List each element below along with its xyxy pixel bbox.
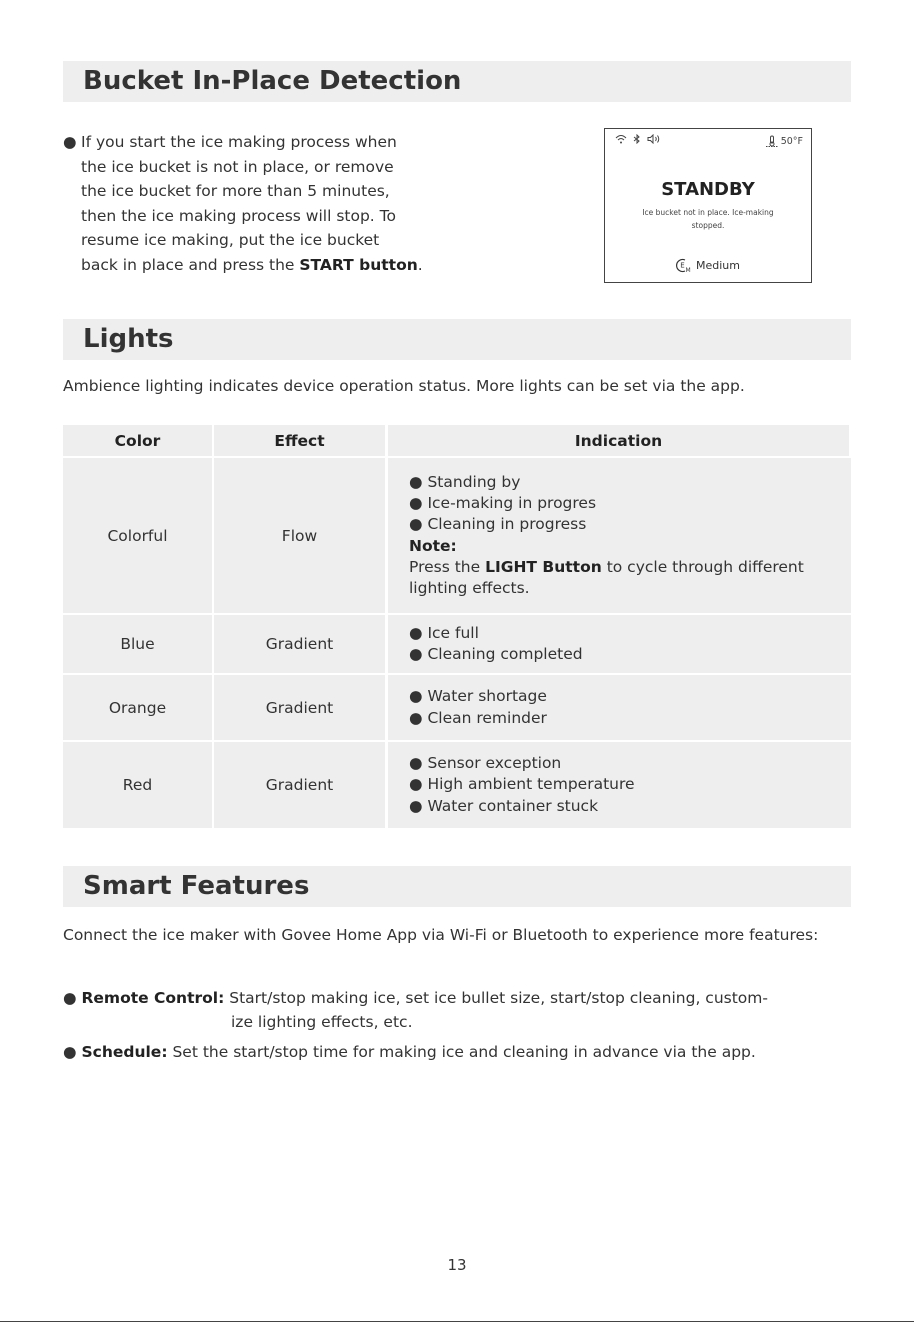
note-text bbox=[409, 557, 851, 578]
list-item: ● Cleaning in progress bbox=[409, 515, 587, 534]
table-cell-indication bbox=[388, 615, 851, 673]
feature-remote-control bbox=[63, 986, 768, 1034]
section-header-lights bbox=[63, 319, 851, 360]
table-header-effect: Effect bbox=[214, 425, 385, 456]
list-item: ● Water container stuck bbox=[409, 796, 599, 815]
text: back in place and press the bbox=[81, 255, 300, 274]
ice-size-mode bbox=[605, 258, 811, 273]
feature-line bbox=[63, 986, 768, 1010]
list-item: ● Ice full bbox=[409, 623, 479, 642]
bullet-icon: ● bbox=[63, 133, 77, 151]
table-cell-indication bbox=[388, 742, 851, 828]
table-cell-indication bbox=[388, 675, 851, 740]
text: Press the bbox=[409, 557, 486, 576]
paragraph-line: then the ice making process will stop. To bbox=[81, 206, 396, 225]
bullet-icon: ● bbox=[63, 1043, 77, 1061]
paragraph-line: resume ice making, put the ice bucket bbox=[81, 231, 380, 250]
section-header-smart bbox=[63, 866, 851, 907]
speaker-icon bbox=[647, 134, 661, 144]
temperature-value: 50°F bbox=[780, 135, 803, 147]
feature-label: Schedule: bbox=[81, 1043, 168, 1061]
svg-text:M: M bbox=[685, 267, 691, 273]
feature-line: ize lighting effects, etc. bbox=[231, 1013, 413, 1031]
table-cell-effect: Flow bbox=[214, 458, 385, 613]
feature-label: Remote Control: bbox=[81, 989, 225, 1007]
list-item: ● Water shortage bbox=[409, 687, 547, 706]
table-cell-color: Red bbox=[63, 742, 212, 828]
note-text: lighting effects. bbox=[409, 579, 530, 598]
thermometer-icon bbox=[766, 135, 778, 147]
table-cell-indication bbox=[388, 458, 851, 613]
feature-text: Set the start/stop time for making ice and cleaning in advance via the app. bbox=[172, 1043, 756, 1061]
lights-intro: Ambience lighting indicates device operation status. More lights can be set via the app. bbox=[63, 377, 745, 395]
table-cell-effect: Gradient bbox=[214, 742, 385, 828]
paragraph-line bbox=[81, 253, 483, 278]
ice-size-icon bbox=[676, 258, 692, 273]
page-divider bbox=[0, 1321, 914, 1322]
section-title: Smart Features bbox=[83, 871, 310, 901]
note-label: Note: bbox=[409, 536, 457, 555]
list-item: ● Sensor exception bbox=[409, 754, 562, 773]
section-header-bucket bbox=[63, 61, 851, 102]
text: . bbox=[417, 255, 423, 274]
standby-message: Ice bucket not in place. Ice-making stopped. bbox=[642, 208, 774, 230]
standby-title: STANDBY bbox=[661, 179, 755, 200]
feature-schedule bbox=[63, 1040, 756, 1064]
smart-intro: Connect the ice maker with Govee Home App via Wi-Fi or Bluetooth to experience more features: bbox=[63, 926, 819, 944]
mode-label: Medium bbox=[696, 259, 740, 272]
light-button-label: LIGHT Button bbox=[485, 557, 602, 576]
paragraph-line: If you start the ice making process when bbox=[81, 133, 397, 151]
section-title: Bucket In-Place Detection bbox=[83, 66, 462, 96]
table-cell-effect: Gradient bbox=[214, 615, 385, 673]
section-title: Lights bbox=[83, 324, 174, 354]
svg-text:E: E bbox=[680, 261, 685, 270]
bucket-paragraph bbox=[63, 130, 483, 278]
bluetooth-icon bbox=[633, 134, 641, 144]
list-item: ● High ambient temperature bbox=[409, 775, 635, 794]
list-item: ● Ice-making in progres bbox=[409, 493, 597, 512]
table-cell-color: Blue bbox=[63, 615, 212, 673]
list-item: ● Standing by bbox=[409, 472, 521, 491]
table-cell-effect: Gradient bbox=[214, 675, 385, 740]
text: to cycle through different bbox=[601, 557, 804, 576]
paragraph-line: the ice bucket for more than 5 minutes, bbox=[81, 182, 390, 201]
page-number: 13 bbox=[447, 1256, 467, 1274]
start-button-label: START button bbox=[299, 255, 418, 274]
feature-text: Start/stop making ice, set ice bullet size, start/stop cleaning, custom- bbox=[229, 989, 768, 1007]
table-cell-color: Colorful bbox=[63, 458, 212, 613]
list-item: ● Cleaning completed bbox=[409, 645, 583, 663]
table-header-indication: Indication bbox=[388, 425, 849, 456]
status-icons bbox=[615, 134, 661, 144]
temperature-readout bbox=[766, 135, 803, 147]
paragraph-line: the ice bucket is not in place, or remove bbox=[81, 157, 394, 176]
wifi-icon bbox=[615, 134, 627, 144]
bullet-icon: ● bbox=[63, 989, 77, 1007]
table-cell-color: Orange bbox=[63, 675, 212, 740]
feature-line bbox=[63, 1040, 756, 1064]
table-header-color: Color bbox=[63, 425, 212, 456]
device-display bbox=[604, 128, 812, 283]
list-item: ● Clean reminder bbox=[409, 708, 547, 727]
